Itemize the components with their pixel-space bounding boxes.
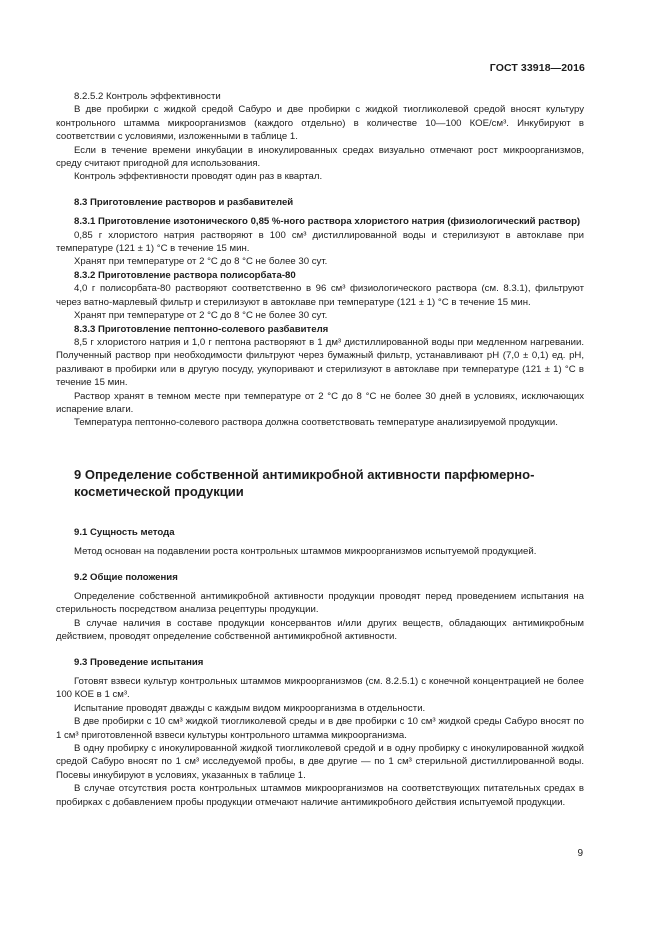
paragraph: В две пробирки с жидкой средой Сабуро и две пробирки с жидкой тиогликолевой средой вносят культуру контрольного штамма микроорганизмов (каждого отдельно) в количестве 10—100 КОЕ/см³. Инкубируют в соответствии с условиями, изложенными в таблице 1. bbox=[56, 104, 584, 143]
paragraph: Раствор хранят в темном месте при температуре от 2 °С до 8 °С не более 30 дней в условиях, исключающих испарение влаги. bbox=[56, 390, 584, 415]
section-heading-8-3: 8.3 Приготовление растворов и разбавителей bbox=[74, 196, 294, 208]
chapter-heading-9: 9 Определение собственной антимикробной активности парфюмерно-косметической продукции bbox=[74, 466, 535, 499]
subsection-title: 8.2.5.2 Контроль эффективности bbox=[74, 91, 221, 102]
paragraph: Температура пептонно-солевого раствора должна соответствовать температуре анализируемой продукции. bbox=[74, 417, 558, 429]
section-heading-9-3: 9.3 Проведение испытания bbox=[74, 656, 204, 668]
paragraph: Метод основан на подавлении роста контрольных штаммов микроорганизмов испытуемой продукцией. bbox=[74, 546, 537, 558]
page-content bbox=[56, 90, 584, 809]
paragraph: Если в течение времени инкубации в инокулированных средах визуально отмечают рост микроорганизмов, среду считают пригодной для использования. bbox=[56, 144, 584, 170]
paragraph: В две пробирки с 10 см³ жидкой тиогликолевой среды и в две пробирки с 10 см³ жидкой среды Сабуро вносят по 1 см³ приготовленной взвеси культуры контрольного штамма микроорганизма. bbox=[56, 716, 584, 741]
paragraph: Контроль эффективности проводят один раз в квартал. bbox=[74, 171, 323, 183]
paragraph: 0,85 г хлористого натрия растворяют в 100 см³ дистиллированной воды и стерилизуют в автоклаве при температуре (121 ± 1) °С в течение 15 мин. bbox=[56, 229, 584, 255]
paragraph: Испытание проводят дважды с каждым видом микроорганизма в отдельности. bbox=[74, 702, 426, 714]
section-heading-9-1: 9.1 Сущность метода bbox=[74, 526, 175, 538]
subsection-heading-8-3-3: 8.3.3 Приготовление пептонно-солевого разбавителя bbox=[74, 323, 329, 335]
subsection-heading-8-3-1: 8.3.1 Приготовление изотонического 0,85 %-ного раствора хлористого натрия (физиологический раствор) bbox=[74, 216, 581, 228]
standard-header: ГОСТ 33918—2016 bbox=[489, 62, 585, 74]
paragraph: Хранят при температуре от 2 °С до 8 °С не более 30 сут. bbox=[74, 256, 328, 268]
paragraph: В случае отсутствия роста контрольных штаммов микроорганизмов на соответствующих питательных средах в пробирках с добавлением пробы продукции отмечают наличие антимикробного действия испытуемой продукции. bbox=[56, 783, 584, 808]
paragraph: В случае наличия в составе продукции консервантов и/или других веществ, обладающих антимикробным действием, проводят определение собственной антимикробной активности. bbox=[56, 617, 584, 643]
paragraph: Хранят при температуре от 2 °С до 8 °С не более 30 сут. bbox=[74, 310, 328, 322]
paragraph: Определение собственной антимикробной активности продукции проводят перед проведением испытания на стерильность посредством анализа рецептуры продукции. bbox=[56, 590, 584, 616]
subsection-heading-8-3-2: 8.3.2 Приготовление раствора полисорбата-80 bbox=[74, 269, 296, 281]
section-heading-9-2: 9.2 Общие положения bbox=[74, 571, 178, 583]
paragraph: В одну пробирку с инокулированной жидкой тиогликолевой средой и в одну пробирку с инокулированной жидкой средой Сабуро вносят по 1 см³ исследуемой пробы, в две другие — по 1 см³ стерильной дистиллированной воды. Посевы инкубируют в условиях, указанных в таблице 1. bbox=[56, 743, 584, 781]
paragraph: Готовят взвеси культур контрольных штаммов микроорганизмов (см. 8.2.5.1) с конечной концентрацией не более 100 КОЕ в 1 см³. bbox=[56, 676, 584, 701]
paragraph: 4,0 г полисорбата-80 растворяют соответственно в 96 см³ физиологического раствора (см. 8.3.1), фильтруют через ватно-марлевый фильтр и стерилизуют в автоклаве при температуре (121 ± 1) °С в течение 15 мин. bbox=[56, 283, 584, 308]
paragraph: 8,5 г хлористого натрия и 1,0 г пептона растворяют в 1 дм³ дистиллированной воды при медленном нагревании. Полученный раствор при необходимости фильтруют через бумажный фильтр, устанавливают рН (7,0 ± 0,1) ед. рН, разливают в пробирки или в другую посуду, укупоривают и стерилизуют в автоклаве при температуре (121 ± 1) °С в течение 15 мин. bbox=[56, 336, 584, 389]
page-number: 9 bbox=[577, 848, 583, 859]
